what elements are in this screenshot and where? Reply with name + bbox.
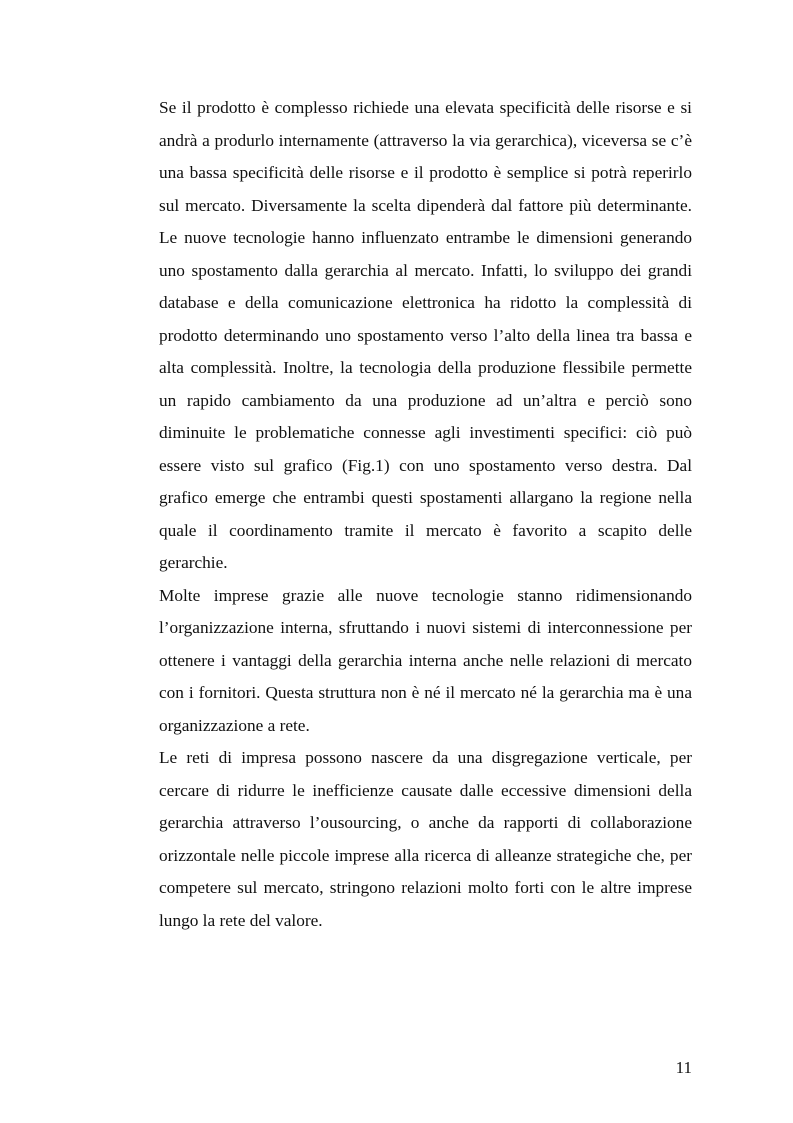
paragraph-3: Le reti di impresa possono nascere da una disgregazione verticale, per cercare di ridurre le inefficienze causate dalle eccessive dimensioni della gerarchia attraverso l’ousourcing, o anche da rapporti di collaborazione orizzontale nelle piccole imprese alla ricerca di alleanze strategiche che, per competere sul mercato, stringono relazioni molto forti con le altre imprese lungo la rete del valore. [159,748,692,930]
page-number: 11 [675,1058,692,1077]
body-text [159,92,692,937]
paragraph-2: Molte imprese grazie alle nuove tecnologie stanno ridimensionando l’organizzazione interna, sfruttando i nuovi sistemi di interconnessione per ottenere i vantaggi della gerarchia interna anche nelle relazioni di mercato con i fornitori. Questa struttura non è né il mercato né la gerarchia ma è una organizzazione a rete. [159,585,692,735]
paragraph-1: Se il prodotto è complesso richiede una elevata specificità delle risorse e si andrà a produrlo internamente (attraverso la via gerarchica), viceversa se c’è una bassa specificità delle risorse e il prodotto è semplice si potrà reperirlo sul mercato. Diversamente la scelta dipenderà dal fattore più determinante. Le nuove tecnologie hanno influenzato entrambe le dimensioni generando uno spostamento dalla gerarchia al mercato. Infatti, lo sviluppo dei grandi database e della comunicazione elettronica ha ridotto la complessità di prodotto determinando uno spostamento verso l’alto della linea tra bassa e alta complessità. Inoltre, la tecnologia della produzione flessibile permette un rapido cambiamento da una produzione ad un’altra e perciò sono diminuite le problematiche connesse agli investimenti specifici: ciò può essere visto sul grafico (Fig.1) con uno spostamento verso destra. Dal grafico emerge che entrambi questi spostamenti allargano la regione nella quale il coordinamento tramite il mercato è favorito a scapito delle gerarchie. [159,98,692,572]
